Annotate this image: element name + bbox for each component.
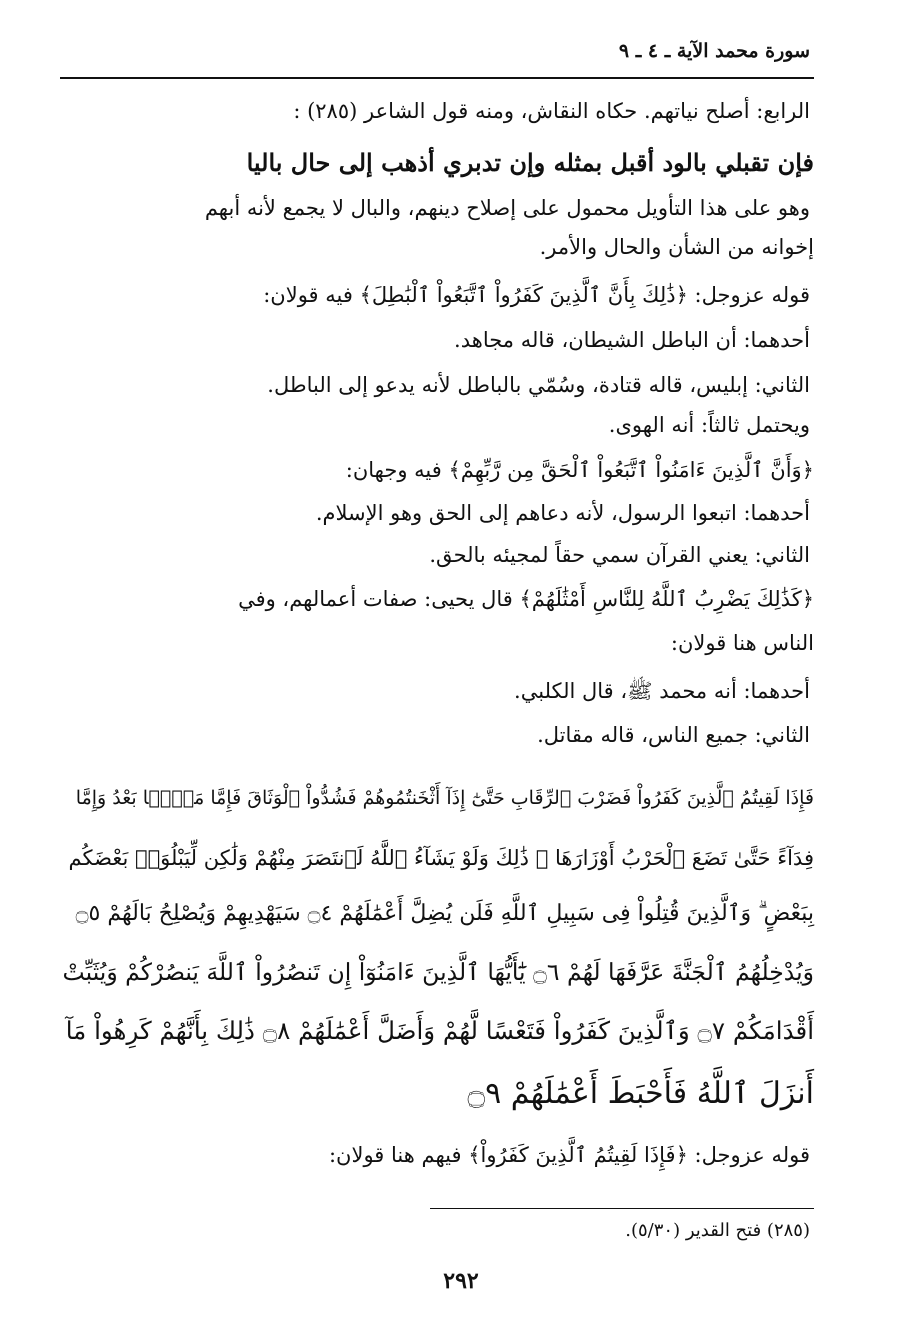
text-line: الثاني: إبليس، قاله قتادة، وسُمّي بالباطل لأنه يدعو إلى الباطل. bbox=[267, 373, 810, 397]
quran-line: وَيُدْخِلُهُمُ ٱلْجَنَّةَ عَرَّفَهَا لَهُمْ ۝٦ يَٰٓأَيُّهَا ٱلَّذِينَ ءَامَنُوٓاْ إِن تَنصُرُواْ ٱللَّهَ يَنصُرْكُمْ وَيُثَبِّتْ bbox=[62, 958, 814, 986]
page-number: ٢٩٢ bbox=[443, 1268, 479, 1294]
text-line: أحدهما: أن الباطل الشيطان، قاله مجاهد. bbox=[454, 328, 810, 352]
text-line: ويحتمل ثالثاً: أنه الهوى. bbox=[608, 413, 810, 437]
text-line: الرابع: أصلح نياتهم. حكاه النقاش، ومنه قول الشاعر (٢٨٥) : bbox=[293, 99, 810, 123]
header-rule bbox=[60, 77, 814, 79]
text-line: أحدهما: اتبعوا الرسول، لأنه دعاهم إلى الحق وهو الإسلام. bbox=[315, 501, 810, 525]
text-line: أحدهما: أنه محمد ﷺ، قال الكلبي. bbox=[514, 679, 810, 703]
quran-line: أَقْدَامَكُمْ ۝٧ وَٱلَّذِينَ كَفَرُواْ فَتَعْسًا لَّهُمْ وَأَضَلَّ أَعْمَٰلَهُمْ ۝٨ ذَٰلِكَ بِأَنَّهُمْ كَرِهُواْ مَآ bbox=[65, 1016, 814, 1045]
text-line: قوله عزوجل: ﴿ذَٰلِكَ بِأَنَّ ٱلَّذِينَ كَفَرُواْ ٱتَّبَعُواْ ٱلْبَٰطِلَ﴾ فيه قولان: bbox=[263, 283, 810, 307]
text-line: ﴿كَذَٰلِكَ يَضْرِبُ ٱللَّهُ لِلنَّاسِ أَمْثَٰلَهُمْ﴾ قال يحيى: صفات أعمالهم، وفي bbox=[238, 587, 814, 611]
text-line: قوله عزوجل: ﴿فَإِذَا لَقِيتُمُ ٱلَّذِينَ كَفَرُواْ﴾ فيهم هنا قولان: bbox=[328, 1143, 810, 1167]
text-line: الناس هنا قولان: bbox=[670, 631, 814, 655]
text-line: إخوانه من الشأن والحال والأمر. bbox=[539, 235, 814, 259]
text-line: ﴿وَأَنَّ ٱلَّذِينَ ءَامَنُواْ ٱتَّبَعُواْ ٱلْحَقَّ مِن رَّبِّهِمْ﴾ فيه وجهان: bbox=[345, 458, 814, 482]
poetry-line: فإن تقبلي بالود أقبل بمثله وإن تدبري أذهب إلى حال باليا bbox=[246, 148, 814, 177]
quran-line: فَإِذَا لَقِيتُمُ ٱلَّذِينَ كَفَرُواْ فَضَرْبَ ٱلرِّقَابِ حَتَّىٰٓ إِذَآ أَثْخَنتُمُوهُمْ فَشُدُّواْ ٱلْوَثَاقَ فَإِمَّا مَنًّۢا بَعْدُ وَإِمَّا bbox=[75, 787, 814, 809]
text-line: الثاني: جميع الناس، قاله مقاتل. bbox=[537, 723, 810, 747]
footnote-rule bbox=[430, 1208, 814, 1209]
quran-line: أَنزَلَ ٱللَّهُ فَأَحْبَطَ أَعْمَٰلَهُمْ ۝٩ bbox=[467, 1076, 814, 1111]
footnote: (٢٨٥) فتح القدير (٥/٣٠). bbox=[625, 1220, 810, 1241]
running-header: سورة محمد الآية ـ ٤ ـ ٩ bbox=[618, 40, 810, 62]
quran-line: بِبَعْضٍ ۗ وَٱلَّذِينَ قُتِلُواْ فِى سَبِيلِ ٱللَّهِ فَلَن يُضِلَّ أَعْمَٰلَهُمْ ۝٤ سَيَهْدِيهِمْ وَيُصْلِحُ بَالَهُمْ ۝٥ bbox=[75, 901, 814, 926]
text-line: الثاني: يعني القرآن سمي حقاً لمجيئه بالحق. bbox=[429, 543, 810, 567]
quran-line: فِدَآءً حَتَّىٰ تَضَعَ ٱلْحَرْبُ أَوْزَارَهَا ۚ ذَٰلِكَ وَلَوْ يَشَآءُ ٱللَّهُ لَٱنتَصَرَ مِنْهُمْ وَلَٰكِن لِّيَبْلُوَا۟ بَعْضَكُم bbox=[68, 846, 814, 870]
text-line: وهو على هذا التأويل محمول على إصلاح دينهم، والبال لا يجمع لأنه أبهم bbox=[204, 196, 810, 220]
